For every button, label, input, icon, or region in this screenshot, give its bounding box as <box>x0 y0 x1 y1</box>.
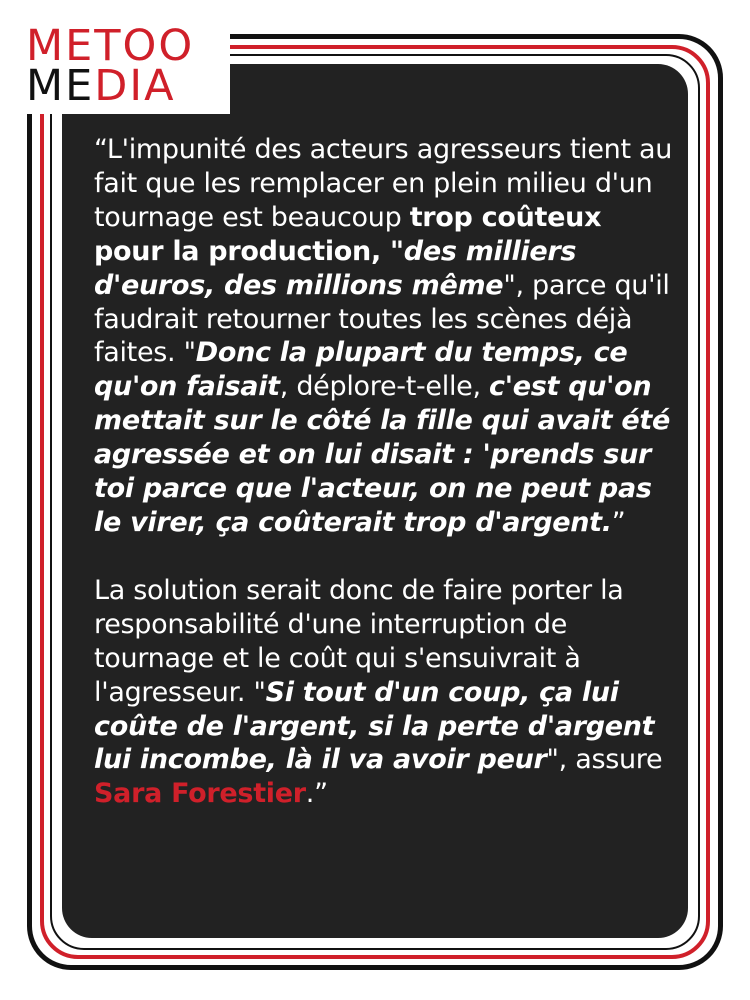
p1-bold-italic-1: des milliers d'euros, des millions même <box>94 235 577 301</box>
logo-line-1 <box>26 21 230 71</box>
logo-line-2 <box>26 61 230 111</box>
p2-bold-italic-1: Si tout d'un coup, ça lui coûte de l'argent, si la perte d'argent lui incombe, là il va avoir peur <box>94 676 655 776</box>
p1-text-1: “L'impunité des acteurs agresseurs tient au fait que les remplacer en plein milieu d'un tournage est beaucoup <box>94 134 673 233</box>
p1-bold-italic-2: Donc la plupart du temps, ce qu'on faisait <box>94 337 628 403</box>
p1-text-3: , déplore-t-elle, <box>279 371 490 403</box>
quote-paragraph-2 <box>94 574 674 811</box>
p1-bold-italic-3: c'est qu'on mettait sur le côté la fille qui avait été agressée et on lui disait : 'prends sur toi parce que l'acteur, on ne peut pas le virer, ça coûterait trop d'argent. <box>94 371 671 538</box>
logo-metoo: METOO <box>26 21 195 71</box>
logo-dia: DIA <box>94 61 176 111</box>
person-name-highlight: Sara Forestier <box>94 778 306 810</box>
metoo-media-logo <box>20 22 230 114</box>
p1-text-2: ", parce qu'il faudrait retourner toutes les scènes déjà faites. " <box>94 269 670 369</box>
p1-bold-1: trop coûteux pour la production, " <box>94 201 602 267</box>
p2-text-1: La solution serait donc de faire porter la responsabilité d'une interruption de tournage et le coût qui s'ensuivrait à l'agresseur. " <box>94 574 624 708</box>
p2-text-3: .” <box>305 778 328 810</box>
quote-paragraph-1 <box>94 133 674 540</box>
quote-text <box>94 133 674 811</box>
p1-text-4: ” <box>611 506 626 538</box>
p2-text-2: ", assure <box>546 744 663 776</box>
logo-me: ME <box>26 61 95 111</box>
